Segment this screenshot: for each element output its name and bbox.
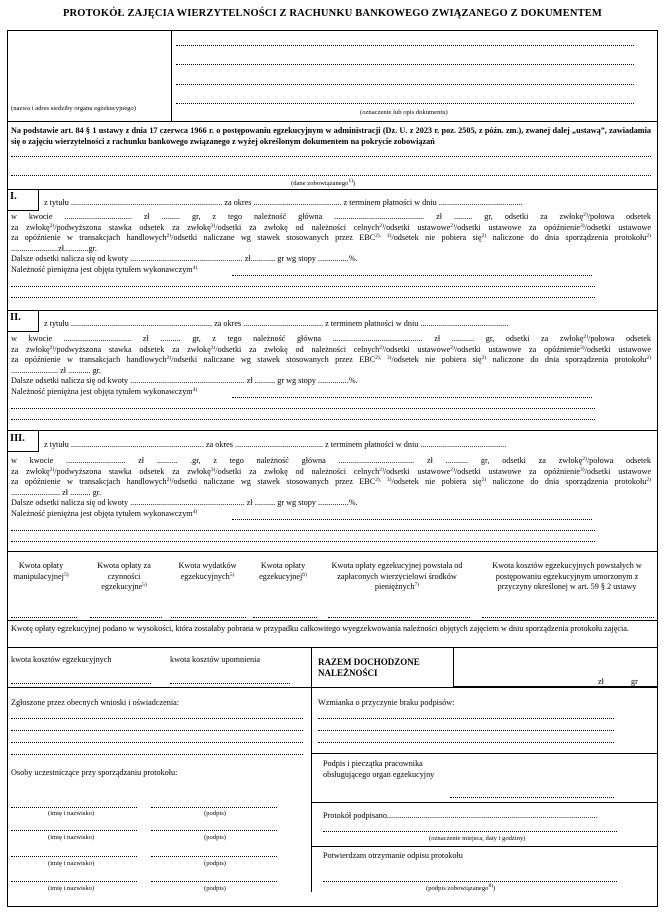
- debtor-caption-end: ): [352, 180, 356, 187]
- fee-value-line: [11, 617, 77, 618]
- name-line: [11, 830, 137, 831]
- section-body: [11, 456, 651, 520]
- costs-divider: [311, 647, 312, 892]
- footnote-mark: 2): [450, 466, 455, 473]
- debtor-caption-text: (dane zobowiązanego: [291, 180, 349, 187]
- footnote-mark: 3): [579, 222, 585, 229]
- podpisano-label: Protokół podpisano.......................................................................................................: [323, 811, 598, 820]
- fee-value-line: [90, 617, 162, 618]
- kwota-tail: /połowa odsetek: [587, 212, 651, 221]
- wnioski-line: [11, 730, 303, 731]
- interest-text: /odsetki za zwłokę od należności celnych: [215, 466, 380, 476]
- kwota-line: w kwocie ................................. zł .......... gr, z tego należność główna ............................................ zł ........... gr, odsetki za zwłokę: [11, 334, 584, 343]
- footnote-mark: 2): [379, 466, 384, 473]
- pieczatka-signature-line: [450, 797, 614, 798]
- podpisano-line: [323, 831, 617, 832]
- interest-text: /odsetki ustawowe: [584, 222, 652, 232]
- footnote-mark: 2): [49, 344, 55, 351]
- razem-gr: gr: [631, 677, 638, 686]
- footnote-mark: 2): [646, 355, 651, 362]
- document-line: [176, 64, 634, 65]
- interest-text: za opóźnienie w transakcjach handlowych: [11, 233, 167, 243]
- koszty-egzekucyjne-line: [11, 683, 151, 684]
- section-title-line: z tytułu ..................................................................... za okres ....................................... z terminem płatności w dniu ...........................................: [44, 319, 509, 328]
- footnote-mark: 2): [450, 344, 455, 351]
- footnote-mark: 1): [348, 178, 353, 184]
- interest-text: /odsetki ustawowe za opóźnienie: [454, 466, 580, 476]
- wnioski-label: Zgłoszone przez obecnych wnioski i oświadczenia:: [11, 698, 180, 707]
- fee-manipulacyjna: [10, 561, 72, 582]
- footnote-mark: 2): [379, 344, 384, 351]
- pieczatka-label: Podpis i pieczątka pracownika obsługującego organ egzekucyjny: [323, 759, 435, 779]
- interest-text: naliczone do dnia sporządzenia protokołu: [486, 355, 647, 365]
- document-line: [176, 84, 634, 85]
- footnote-mark: 7): [414, 582, 420, 589]
- section-number: III.: [10, 433, 25, 444]
- footnote-mark: 2): [481, 355, 487, 362]
- footnote-mark: 2): [450, 222, 455, 229]
- section-body: [11, 212, 651, 276]
- section-divider: [7, 430, 658, 431]
- kwota-tail: /połowa odsetek: [586, 456, 651, 465]
- signature-caption: (podpis): [204, 860, 226, 867]
- section-body: [11, 334, 651, 398]
- title-line: [232, 519, 592, 520]
- podpisano-divider: [311, 846, 658, 847]
- header-divider: [171, 30, 172, 121]
- document-caption: (oznaczenie lub opis dokumentu): [360, 109, 448, 116]
- podpis-zobowiazanego-caption: [426, 885, 495, 893]
- debtor-caption: [291, 180, 355, 188]
- interest-text: /odsetki naliczane wg stawek stosowanych przez EBC: [171, 233, 376, 243]
- section-title-line: z tytułu .......................................................................... za okres ........................................... z terminem płatności w dniu .........................................: [44, 198, 523, 207]
- fee-value-line: [328, 617, 470, 618]
- wnioski-line: [11, 718, 303, 719]
- footnote-mark: 3): [210, 466, 216, 473]
- header-bottom-line: [7, 121, 658, 122]
- potwierdzam-line: [323, 881, 617, 882]
- interest-amount: ........................ zł .......... gr.: [11, 487, 102, 497]
- wzmianka-line: [318, 730, 614, 731]
- title-statement: Należność pieniężna jest objęta tytułem wykonawczym: [11, 264, 193, 274]
- footnote-mark: 5): [229, 571, 235, 578]
- footnote-mark: 2), 3): [375, 477, 392, 484]
- fee-czynnosci: [92, 561, 156, 593]
- koszty-upomnienia-label: kwota kosztów upomnienia: [170, 655, 261, 664]
- section-number: II.: [10, 312, 21, 323]
- interest-text: /podwyższona stawka odsetek za zwłokę: [54, 466, 211, 476]
- razem-label: RAZEM DOCHODZONE NALEŻNOŚCI: [318, 657, 420, 678]
- further-interest: Dalsze odsetki nalicza się od kwoty ....................................................... zł............ gr wg stopy ...............%.: [11, 254, 358, 264]
- footnote-mark: 2), 3): [375, 355, 392, 362]
- footnote-mark: 2): [583, 334, 589, 340]
- footnote-mark: 2): [166, 233, 172, 240]
- page-title: PROTOKÓŁ ZAJĘCIA WIERZYTELNOŚCI Z RACHUNKU BANKOWEGO ZWIĄZANEGO Z DOKUMENTEM: [62, 8, 602, 19]
- footnote-mark: 2): [379, 222, 384, 229]
- title-line: [11, 419, 595, 420]
- title-line: [11, 286, 595, 287]
- kwota-line: w kwocie ............................. zł .......... .gr, z tego należność główna ..................................... zł ........... gr, odsetki za zwłokę: [11, 456, 583, 465]
- wnioski-line: [11, 754, 303, 755]
- oznaczenie-caption: (oznaczenie miejsca, daty i godziny): [429, 835, 526, 842]
- signature-line: [151, 807, 277, 808]
- fee-umorzonym: Kwota kosztów egzekucyjnych powstałych w postępowaniu egzekucyjnym umorzonym z przyczyny określonej w art. 59 § 2 ustawy: [492, 561, 642, 592]
- footnote-mark: 3): [210, 344, 216, 351]
- section-divider: [7, 310, 658, 311]
- interest-text: za zwłokę: [11, 466, 50, 476]
- footnote-mark: 3): [579, 344, 585, 351]
- fees-divider: [7, 620, 658, 621]
- footnote-mark: 5): [63, 571, 69, 578]
- name-caption: (imię i nazwisko): [48, 834, 95, 841]
- section-number: I.: [10, 191, 17, 202]
- wzmianka-divider: [311, 753, 658, 754]
- footnote-mark: 2): [646, 233, 651, 240]
- interest-text: /odsetki ustawowe: [383, 222, 451, 232]
- signature-line: [151, 881, 277, 882]
- footnote-mark: 4): [192, 508, 198, 515]
- interest-text: /odsetki za zwłokę od należności celnych: [215, 344, 380, 354]
- caption-text: (podpis zobowiązanego: [426, 885, 489, 892]
- footnote-mark: 2): [582, 456, 587, 462]
- further-interest: Dalsze odsetki nalicza się od kwoty ........................................................ zł .......... gr wg stopy ...............%.: [11, 376, 358, 386]
- interest-text: /odsetki ustawowe: [584, 344, 652, 354]
- fee-wydatki: [170, 561, 245, 582]
- section-divider: [7, 551, 658, 552]
- document-line: [176, 45, 634, 46]
- footnote-mark: 2), 3): [375, 233, 392, 240]
- footnote-mark: 4): [192, 386, 198, 393]
- footnote-mark: 6): [302, 571, 307, 578]
- interest-text: /odsetek nie pobiera się: [391, 355, 482, 365]
- interest-text: za zwłokę: [11, 222, 50, 232]
- interest-text: /odsetki ustawowe za opóźnienie: [454, 222, 580, 232]
- name-line: [11, 881, 137, 882]
- debtor-line: [11, 156, 651, 157]
- koszty-egzekucyjne-label: kwota kosztów egzekucyjnych: [11, 655, 112, 664]
- fee-label: Kwota wydatków egzekucyjnych: [178, 561, 237, 581]
- interest-text: /odsetki ustawowe za opóźnienie: [454, 344, 580, 354]
- interest-text: naliczone do dnia sporządzenia protokołu: [486, 233, 647, 243]
- title-line: [11, 541, 595, 542]
- fee-label: Kwota opłaty za czynności egzekucyjne: [97, 561, 151, 592]
- interest-amount: .......................zł............gr.: [11, 243, 97, 253]
- title-line: [232, 397, 592, 398]
- wnioski-line: [11, 742, 303, 743]
- signature-line: [151, 856, 277, 857]
- title-statement: Należność pieniężna jest objęta tytułem wykonawczym: [11, 386, 193, 396]
- title-line: [11, 297, 595, 298]
- interest-text: /odsetek nie pobiera się: [391, 233, 482, 243]
- koszty-upomnienia-line: [170, 683, 290, 684]
- fee-od-zaplaconych: [326, 561, 468, 593]
- footnote-mark: 2): [49, 466, 55, 473]
- wzmianka-label: Wzmianka o przyczynie braku podpisów:: [318, 698, 455, 707]
- fee-value-line: [482, 617, 654, 618]
- pieczatka-divider: [311, 802, 658, 803]
- wzmianka-line: [318, 718, 614, 719]
- name-line: [11, 807, 137, 808]
- interest-text: za opóźnienie w transakcjach handlowych: [11, 355, 167, 365]
- debtor-line: [11, 175, 651, 176]
- razem-amount-box: [453, 647, 658, 687]
- document-line: [176, 103, 634, 104]
- fee-value-line: [253, 617, 317, 618]
- intro-text: Na podstawie art. 84 § 1 ustawy z dnia 17 czerwca 1966 r. o postępowaniu egzekucyjnym w administracji (Dz. U. z 2023 r. poz. 2505, z późn. zm.), zwanej dalej „ustawą”, zawiadamia się o zajęciu wierzytelności z rachunku bankowego związanego z wyżej określonym dokumentem na pokrycie zobowiązań: [11, 126, 651, 146]
- organ-caption: (nazwa i adres siedziby organu egzekucyjnego): [11, 105, 136, 112]
- interest-text: /odsetki ustawowe: [584, 466, 652, 476]
- further-interest: Dalsze odsetki nalicza się od kwoty ........................................................ zł .......... gr wg stopy ...............%.: [11, 498, 358, 508]
- signature-line: [151, 830, 277, 831]
- footnote-mark: 2): [481, 477, 487, 484]
- fee-egzekucyjna: [252, 561, 314, 582]
- fee-label: Kwota opłaty egzekucyjnej: [259, 561, 306, 581]
- name-caption: (imię i nazwisko): [48, 810, 95, 817]
- footnote-mark: 2): [481, 233, 487, 240]
- osoby-label: Osoby uczestniczące przy sporządzaniu protokołu:: [11, 768, 178, 777]
- footnote-mark: 2): [166, 355, 172, 362]
- fee-label: Kwota opłaty egzekucyjnej powstała od zapłaconych wierzycielowi środków pieniężnych: [331, 561, 463, 592]
- name-line: [11, 856, 137, 857]
- title-line: [11, 408, 595, 409]
- footnote-mark: 2): [646, 477, 651, 484]
- caption-end: ): [493, 885, 496, 892]
- signature-caption: (podpis): [204, 810, 226, 817]
- interest-text: /odsetki za zwłokę od należności celnych: [215, 222, 380, 232]
- signature-caption: (podpis): [204, 834, 226, 841]
- footnote-mark: 8): [488, 883, 494, 889]
- interest-text: /odsetek nie pobiera się: [391, 477, 482, 487]
- razem-zl: zł: [598, 677, 604, 686]
- interest-text: /podwyższona stawka odsetek za zwłokę: [54, 344, 211, 354]
- kwota-tail: /połowa odsetek: [588, 334, 651, 343]
- name-caption: (imię i nazwisko): [48, 860, 95, 867]
- interest-text: /odsetki naliczane wg stawek stosowanych przez EBC: [171, 355, 376, 365]
- footnote-mark: 5): [142, 582, 147, 589]
- title-statement: Należność pieniężna jest objęta tytułem wykonawczym: [11, 508, 193, 518]
- fee-value-line: [171, 617, 246, 618]
- interest-text: za zwłokę: [11, 344, 50, 354]
- interest-text: naliczone do dnia sporządzenia protokołu: [486, 477, 647, 487]
- fee-note: Kwotę opłaty egzekucyjnej podano w wysokości, która zostałaby pobrana w przypadku całkowitego wyegzekwowania należności objętych zajęciem w dniu sporządzenia protokołu zajęcia.: [11, 624, 629, 633]
- footnote-mark: 3): [210, 222, 216, 229]
- fee-label: Kwota opłaty manipulacyjnej: [13, 561, 64, 581]
- name-caption: (imię i nazwisko): [48, 885, 95, 892]
- wzmianka-line: [318, 742, 614, 743]
- potwierdzam-label: Potwierdzam otrzymanie odpisu protokołu: [323, 851, 463, 860]
- footnote-mark: 2): [166, 477, 172, 484]
- section-title-line: z tytułu ................................................................. za okres ........................................... z terminem płatności w dniu ..........................................: [44, 440, 507, 449]
- signature-caption: (podpis): [204, 885, 226, 892]
- footnote-mark: 4): [192, 264, 198, 271]
- kwota-line: w kwocie ................................. zł ......... gr, z tego należność główna ............................................ zł ......... gr, odsetki za zwłokę: [11, 212, 584, 221]
- footnote-mark: 2): [49, 222, 55, 229]
- intro-bottom-line: [7, 189, 658, 190]
- footnote-mark: 3): [579, 466, 585, 473]
- title-line: [232, 275, 592, 276]
- interest-text: za opóźnienie w transakcjach handlowych: [11, 477, 167, 487]
- title-line: [11, 530, 595, 531]
- interest-amount: ....................... zł ........... gr.: [11, 365, 102, 375]
- interest-text: /odsetki ustawowe: [383, 344, 451, 354]
- footnote-mark: 2): [583, 212, 588, 218]
- interest-text: /odsetki naliczane wg stawek stosowanych przez EBC: [171, 477, 376, 487]
- interest-text: /podwyższona stawka odsetek za zwłokę: [54, 222, 211, 232]
- costs-bottom-line: [7, 687, 658, 688]
- interest-text: /odsetki ustawowe: [383, 466, 451, 476]
